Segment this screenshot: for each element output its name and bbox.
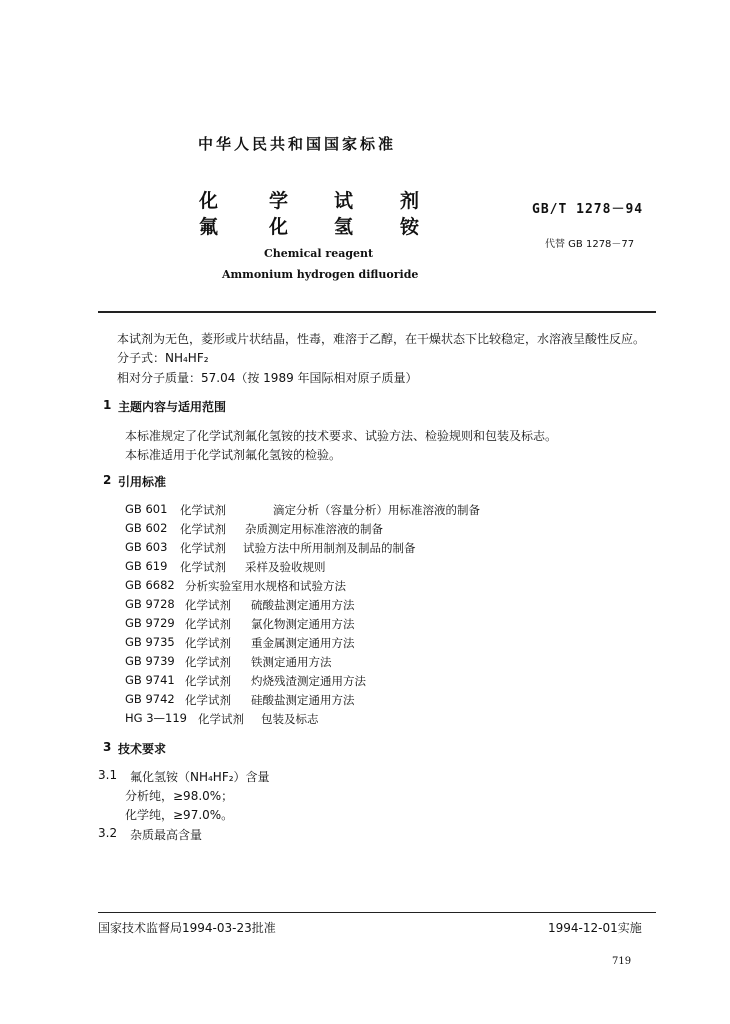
- list-item: [125, 521, 625, 537]
- title-char: 试: [334, 190, 354, 212]
- title-char: 化: [199, 190, 219, 212]
- list-item: [125, 692, 625, 708]
- std-code: GB 601: [125, 502, 168, 516]
- national-standard-heading: 中华人民共和国国家标准: [198, 135, 397, 153]
- intro-formula: 分子式：NH₄HF₂: [117, 351, 209, 365]
- intro-molar-mass: 相对分子质量：57.04（按 1989 年国际相对原子质量）: [117, 371, 418, 385]
- subsection-number: 3.2: [98, 826, 118, 840]
- std-name: 采样及验收规则: [245, 560, 326, 574]
- footer-divider: [98, 912, 656, 913]
- std-code: GB 9741: [125, 673, 175, 687]
- std-name: 氯化物测定通用方法: [251, 617, 355, 631]
- english-title-line2: Ammonium hydrogen difluoride: [222, 268, 419, 281]
- section-number: 2: [103, 473, 112, 487]
- std-code: GB 602: [125, 521, 168, 535]
- std-code: GB 9729: [125, 616, 175, 630]
- replaces-note: 代替 GB 1278－77: [545, 239, 635, 250]
- section1-paragraph2: 本标准适用于化学试剂氟化氢铵的检验。: [125, 448, 342, 462]
- title-char: 氟: [199, 216, 219, 238]
- list-item: [125, 502, 625, 518]
- list-item: [125, 654, 625, 670]
- header-divider: [98, 311, 656, 313]
- section-title: 引用标准: [118, 475, 167, 489]
- std-category: 化学试剂: [180, 541, 226, 555]
- std-name: 杂质测定用标准溶液的制备: [245, 522, 383, 536]
- list-item: [125, 540, 625, 556]
- grade-analytical: 分析纯，≥98.0%；: [125, 789, 234, 803]
- list-item: [125, 711, 625, 727]
- section3-heading: [103, 740, 403, 758]
- std-code: GB 603: [125, 540, 168, 554]
- std-category: 化学试剂: [185, 674, 231, 688]
- std-code: HG 3—119: [125, 711, 187, 725]
- std-name: 滴定分析（容量分析）用标准溶液的制备: [273, 503, 480, 517]
- std-name: 分析实验室用水规格和试验方法: [185, 579, 346, 593]
- std-name: 硅酸盐测定通用方法: [251, 693, 355, 707]
- approval-note: 国家技术监督局1994-03-23批准: [98, 921, 276, 935]
- std-name: 重金属测定通用方法: [251, 636, 355, 650]
- std-name: 试验方法中所用制剂及制品的制备: [243, 541, 416, 555]
- subsection-3-1: [98, 768, 498, 784]
- std-code: GB 9739: [125, 654, 175, 668]
- list-item: [125, 616, 625, 632]
- section-title: 主题内容与适用范围: [118, 400, 227, 414]
- list-item: [125, 635, 625, 651]
- std-name: 硫酸盐测定通用方法: [251, 598, 355, 612]
- std-category: 化学试剂: [180, 560, 226, 574]
- section1-paragraph1: 本标准规定了化学试剂氟化氢铵的技术要求、试验方法、检验规则和包装及标志。: [125, 429, 558, 443]
- list-item: [125, 578, 625, 594]
- std-category: 化学试剂: [185, 617, 231, 631]
- subsection-number: 3.1: [98, 768, 118, 782]
- section-number: 1: [103, 398, 112, 412]
- std-code: GB 9742: [125, 692, 175, 706]
- std-name: 铁测定通用方法: [251, 655, 332, 669]
- std-category: 化学试剂: [185, 655, 231, 669]
- std-code: GB 9728: [125, 597, 175, 611]
- std-code: GB 6682: [125, 578, 175, 592]
- std-category: 化学试剂: [185, 693, 231, 707]
- std-category: 化学试剂: [180, 503, 226, 517]
- section-number: 3: [103, 740, 112, 754]
- subsection-title: 氟化氢铵（NH₄HF₂）含量: [130, 770, 270, 784]
- page-number: 719: [612, 956, 632, 967]
- title-char: 氢: [334, 216, 354, 238]
- std-category: 化学试剂: [198, 712, 244, 726]
- intro-description: 本试剂为无色，菱形或片状结晶，性毒，难溶于乙醇，在干燥状态下比较稳定，水溶液呈酸性反应。: [117, 332, 646, 346]
- list-item: [125, 559, 625, 575]
- subsection-title: 杂质最高含量: [130, 828, 203, 842]
- title-char: 学: [269, 190, 289, 212]
- std-code: GB 9735: [125, 635, 175, 649]
- section1-heading: [103, 398, 403, 416]
- effective-date: 1994-12-01实施: [548, 921, 642, 935]
- title-char: 化: [269, 216, 289, 238]
- std-category: 化学试剂: [185, 636, 231, 650]
- std-category: 化学试剂: [185, 598, 231, 612]
- english-title-line1: Chemical reagent: [264, 247, 374, 260]
- grade-chemical: 化学纯，≥97.0%。: [125, 808, 234, 822]
- std-category: 化学试剂: [180, 522, 226, 536]
- title-char: 剂: [400, 190, 420, 212]
- section2-heading: [103, 473, 403, 491]
- std-code: GB 619: [125, 559, 168, 573]
- section-title: 技术要求: [118, 742, 167, 756]
- std-name: 灼烧残渣测定通用方法: [251, 674, 366, 688]
- std-name: 包装及标志: [261, 712, 319, 726]
- title-char: 铵: [400, 216, 420, 238]
- standard-code: GB/T 1278－94: [532, 202, 644, 217]
- list-item: [125, 597, 625, 613]
- list-item: [125, 673, 625, 689]
- subsection-3-2: [98, 826, 498, 842]
